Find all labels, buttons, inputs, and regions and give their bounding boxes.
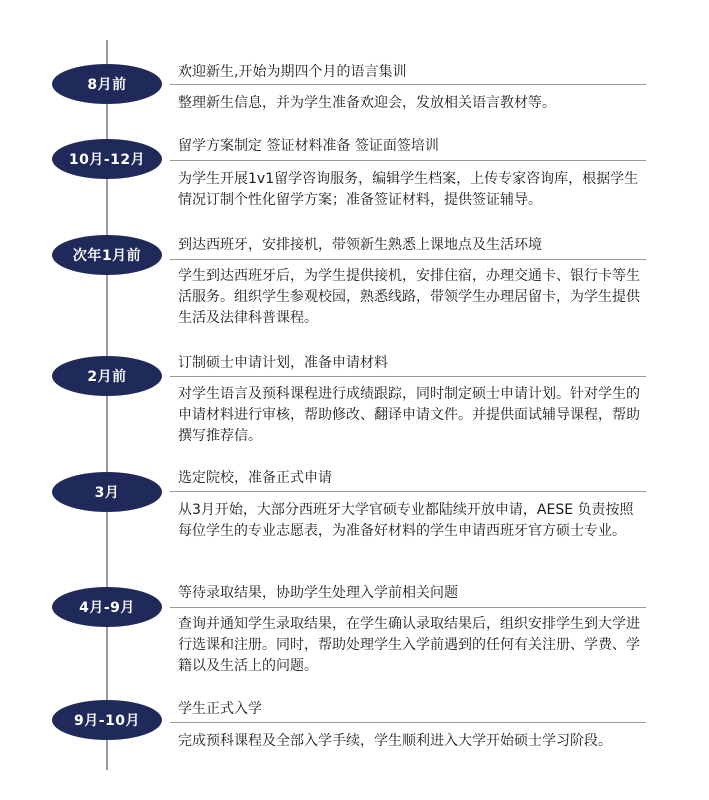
stage-description: 整理新生信息，并为学生准备欢迎会，发放相关语言教材等。 <box>178 95 556 111</box>
stage-date-badge <box>52 472 162 512</box>
stage-divider <box>170 84 646 85</box>
stage-title: 留学方案制定 签证材料准备 签证面签培训 <box>178 138 439 154</box>
stage-date-label: 8月前 <box>87 77 127 93</box>
stage-description: 查询并通知学生录取结果，在学生确认录取结果后，组织安排学生到大学进行选课和注册。同时，帮助处理学生入学前遇到的任何有关注册、学费、学籍以及生活上的问题。 <box>178 616 640 674</box>
stage-title: 到达西班牙，安排接机，带领新生熟悉上课地点及生活环境 <box>178 237 542 253</box>
stage-date-badge <box>52 235 162 275</box>
stage-title: 订制硕士申请计划，准备申请材料 <box>178 355 388 371</box>
stage-divider <box>170 160 646 161</box>
stage-description: 完成预科课程及全部入学手续，学生顺利进入大学开始硕士学习阶段。 <box>178 733 612 749</box>
stage-divider <box>170 491 646 492</box>
stage-description: 为学生开展1v1留学咨询服务，编辑学生档案，上传专家咨询库，根据学生情况订制个性化留学方案；准备签证材料，提供签证辅导。 <box>178 171 639 208</box>
stage-date-badge <box>52 700 162 740</box>
stage-divider <box>170 722 646 723</box>
stage-date-label: 4月-9月 <box>79 600 135 616</box>
stage-date-label: 3月 <box>94 485 120 501</box>
stage-date-badge <box>52 64 162 104</box>
stage-date-label: 10月-12月 <box>68 152 146 168</box>
stage-date-label: 2月前 <box>87 369 127 385</box>
stage-date-badge <box>52 356 162 396</box>
stage-date-label: 次年1月前 <box>72 248 142 264</box>
stage-title: 等待录取结果，协助学生处理入学前相关问题 <box>178 585 458 601</box>
stage-divider <box>170 376 646 377</box>
stage-divider <box>170 259 646 260</box>
stage-description: 从3月开始，大部分西班牙大学官硕专业都陆续开放申请，AESE 负责按照每位学生的专业志愿表，为准备好材料的学生申请西班牙官方硕士专业。 <box>178 502 634 539</box>
stage-date-badge <box>52 587 162 627</box>
stage-description: 对学生语言及预科课程进行成绩跟踪，同时制定硕士申请计划。针对学生的申请材料进行审核，帮助修改、翻译申请文件。并提供面试辅导课程，帮助撰写推荐信。 <box>178 386 640 444</box>
stage-title: 欢迎新生,开始为期四个月的语言集训 <box>178 64 407 80</box>
stage-date-label: 9月-10月 <box>73 713 141 729</box>
stage-divider <box>170 607 646 608</box>
stage-date-badge <box>52 139 162 179</box>
stage-title: 选定院校，准备正式申请 <box>178 470 332 486</box>
stage-title: 学生正式入学 <box>178 701 262 717</box>
stage-description: 学生到达西班牙后，为学生提供接机，安排住宿，办理交通卡、银行卡等生活服务。组织学生参观校园，熟悉线路，带领学生办理居留卡，为学生提供生活及法律科普课程。 <box>178 268 640 326</box>
